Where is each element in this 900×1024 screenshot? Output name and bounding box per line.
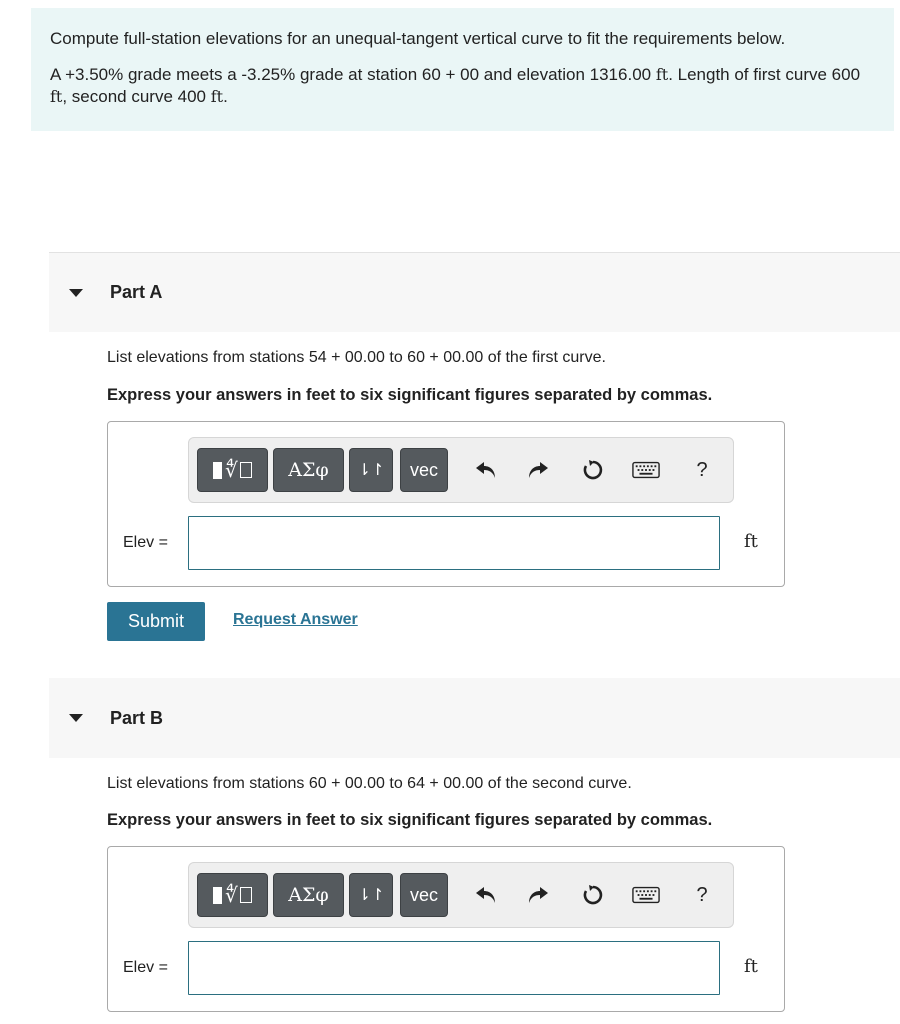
part-b-instruction: Express your answers in feet to six significant figures separated by commas.: [107, 811, 713, 829]
problem-text-d: .: [223, 87, 228, 106]
collapse-caret-icon[interactable]: [69, 289, 83, 297]
problem-statement: [31, 8, 894, 131]
part-b-answer-input[interactable]: [188, 941, 720, 995]
templates-button[interactable]: [197, 448, 268, 492]
block-icon: [213, 462, 222, 479]
part-b-title: Part B: [110, 707, 164, 728]
part-b-header[interactable]: [49, 678, 900, 758]
vector-button[interactable]: vec: [400, 448, 448, 492]
keyboard-icon[interactable]: [632, 881, 660, 909]
answer-label: Elev =: [123, 959, 168, 976]
templates-button[interactable]: [197, 873, 268, 917]
box-icon: [240, 887, 252, 903]
help-button[interactable]: ?: [696, 883, 708, 906]
part-b-question: List elevations from stations 60 + 00.00 to 64 + 00.00 of the second curve.: [107, 775, 632, 792]
unit-label: ft: [744, 531, 758, 552]
part-a-question: List elevations from stations 54 + 00.00 to 60 + 00.00 of the first curve.: [107, 349, 606, 366]
greek-symbols-button[interactable]: ΑΣφ: [273, 448, 344, 492]
arrows-button[interactable]: ⇂↾: [349, 448, 393, 492]
part-b-answer-box: [107, 846, 785, 1012]
request-answer-link[interactable]: Request Answer: [233, 611, 358, 628]
part-a-title: Part A: [110, 282, 163, 302]
problem-line-1: Compute full-station elevations for an unequal-tangent vertical curve to fit the requirements below.: [50, 29, 786, 48]
unit-ft-1: ft: [655, 65, 669, 84]
part-a-answer-input[interactable]: [188, 516, 720, 570]
radical-icon: ∜: [225, 883, 238, 907]
redo-icon[interactable]: [524, 881, 552, 909]
part-a-instruction: Express your answers in feet to six significant figures separated by commas.: [107, 386, 713, 404]
box-icon: [240, 462, 252, 478]
block-icon: [213, 887, 222, 904]
undo-icon[interactable]: [472, 456, 500, 484]
unit-label: ft: [744, 956, 758, 977]
radical-icon: ∜: [225, 458, 238, 482]
math-toolbar: [188, 862, 734, 928]
keyboard-icon[interactable]: [632, 456, 660, 484]
unit-ft-2: ft: [50, 87, 63, 106]
part-a-header[interactable]: [49, 252, 900, 332]
reset-icon[interactable]: [579, 881, 607, 909]
problem-text-b: . Length of first curve 600: [668, 65, 861, 84]
undo-icon[interactable]: [472, 881, 500, 909]
math-toolbar: [188, 437, 734, 503]
submit-button[interactable]: Submit: [107, 602, 205, 641]
problem-text-c: , second curve 400: [62, 87, 211, 106]
part-a-answer-box: [107, 421, 785, 587]
reset-icon[interactable]: [579, 456, 607, 484]
greek-symbols-button[interactable]: ΑΣφ: [273, 873, 344, 917]
problem-line-2: [50, 64, 875, 108]
answer-label: Elev =: [123, 534, 168, 551]
unit-ft-3: ft: [210, 87, 224, 106]
problem-text-a: A +3.50% grade meets a -3.25% grade at station 60 + 00 and elevation 1316.00: [50, 65, 656, 84]
arrows-button[interactable]: ⇂↾: [349, 873, 393, 917]
redo-icon[interactable]: [524, 456, 552, 484]
help-button[interactable]: ?: [696, 458, 708, 481]
collapse-caret-icon[interactable]: [69, 714, 83, 722]
vector-button[interactable]: vec: [400, 873, 448, 917]
